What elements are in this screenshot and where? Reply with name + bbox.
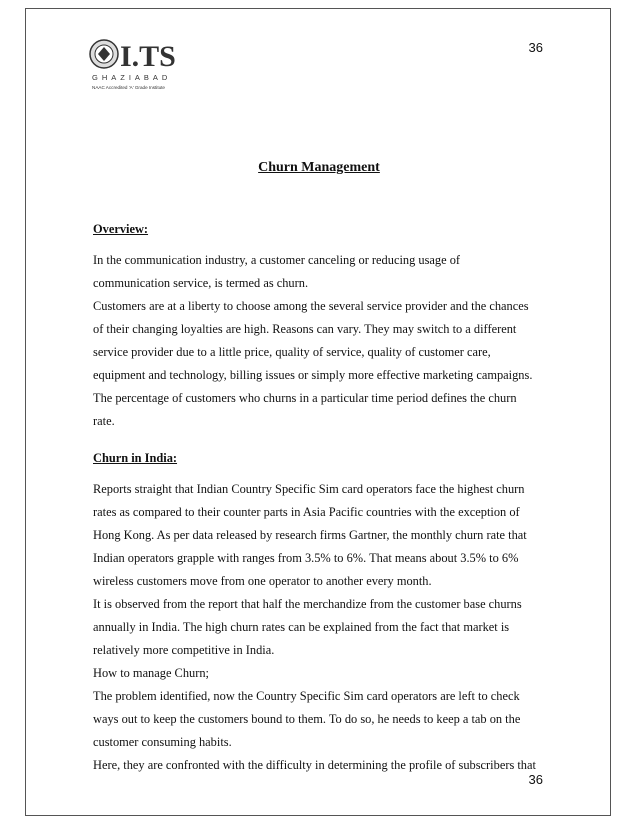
overview-line: equipment and technology, billing issues or simply more effective marketing campaigns. bbox=[93, 368, 533, 382]
overview-line: In the communication industry, a customer canceling or reducing usage of bbox=[93, 253, 461, 267]
india-line: How to manage Churn; bbox=[93, 666, 209, 680]
india-heading: Churn in India: bbox=[93, 451, 178, 465]
india-line: Hong Kong. As per data released by research firms Gartner, the monthly churn rate that bbox=[93, 528, 527, 542]
page-title: Churn Management bbox=[258, 160, 380, 175]
its-logo-graphic bbox=[88, 34, 198, 92]
india-line: The problem identified, now the Country Specific Sim card operators are left to check bbox=[93, 689, 520, 703]
logo-name: I.TS bbox=[120, 40, 176, 73]
india-line: Indian operators grapple with ranges from 3.5% to 6%. That means about 3.5% to 6% bbox=[93, 551, 519, 565]
india-line: wireless customers move from one operator to another every month. bbox=[93, 574, 432, 588]
overview-line: rate. bbox=[93, 414, 115, 428]
india-line: ways out to keep the customers bound to them. To do so, he needs to keep a tab on the bbox=[93, 712, 521, 726]
india-line: annually in India. The high churn rates can be explained from the fact that market is bbox=[93, 620, 510, 634]
logo-tagline: NAAC Accredited 'A' Grade Institute bbox=[92, 85, 165, 90]
overview-line: of their changing loyalties are high. Reasons can vary. They may switch to a different bbox=[93, 322, 517, 336]
overview-line: The percentage of customers who churns in a particular time period defines the churn bbox=[93, 391, 517, 405]
india-line: relatively more competitive in India. bbox=[93, 643, 275, 657]
india-line: Here, they are confronted with the difficulty in determining the profile of subscribers that bbox=[93, 758, 536, 772]
india-line: customer consuming habits. bbox=[93, 735, 232, 749]
india-line: Reports straight that Indian Country Specific Sim card operators face the highest churn bbox=[93, 482, 525, 496]
india-line: It is observed from the report that half the merchandize from the customer base churns bbox=[93, 597, 522, 611]
overview-line: service provider due to a little price, quality of service, quality of customer care, bbox=[93, 345, 491, 359]
india-line: rates as compared to their counter parts in Asia Pacific countries with the exception of bbox=[93, 505, 520, 519]
overview-line: Customers are at a liberty to choose among the several service provider and the chances bbox=[93, 299, 529, 313]
page-number-bottom: 36 bbox=[528, 772, 543, 787]
document-body bbox=[93, 218, 553, 777]
overview-heading: Overview: bbox=[93, 222, 149, 236]
its-logo bbox=[88, 34, 198, 92]
logo-city: GHAZIABAD bbox=[92, 73, 172, 82]
overview-line: communication service, is termed as churn. bbox=[93, 276, 309, 290]
page-number-top: 36 bbox=[528, 40, 543, 55]
